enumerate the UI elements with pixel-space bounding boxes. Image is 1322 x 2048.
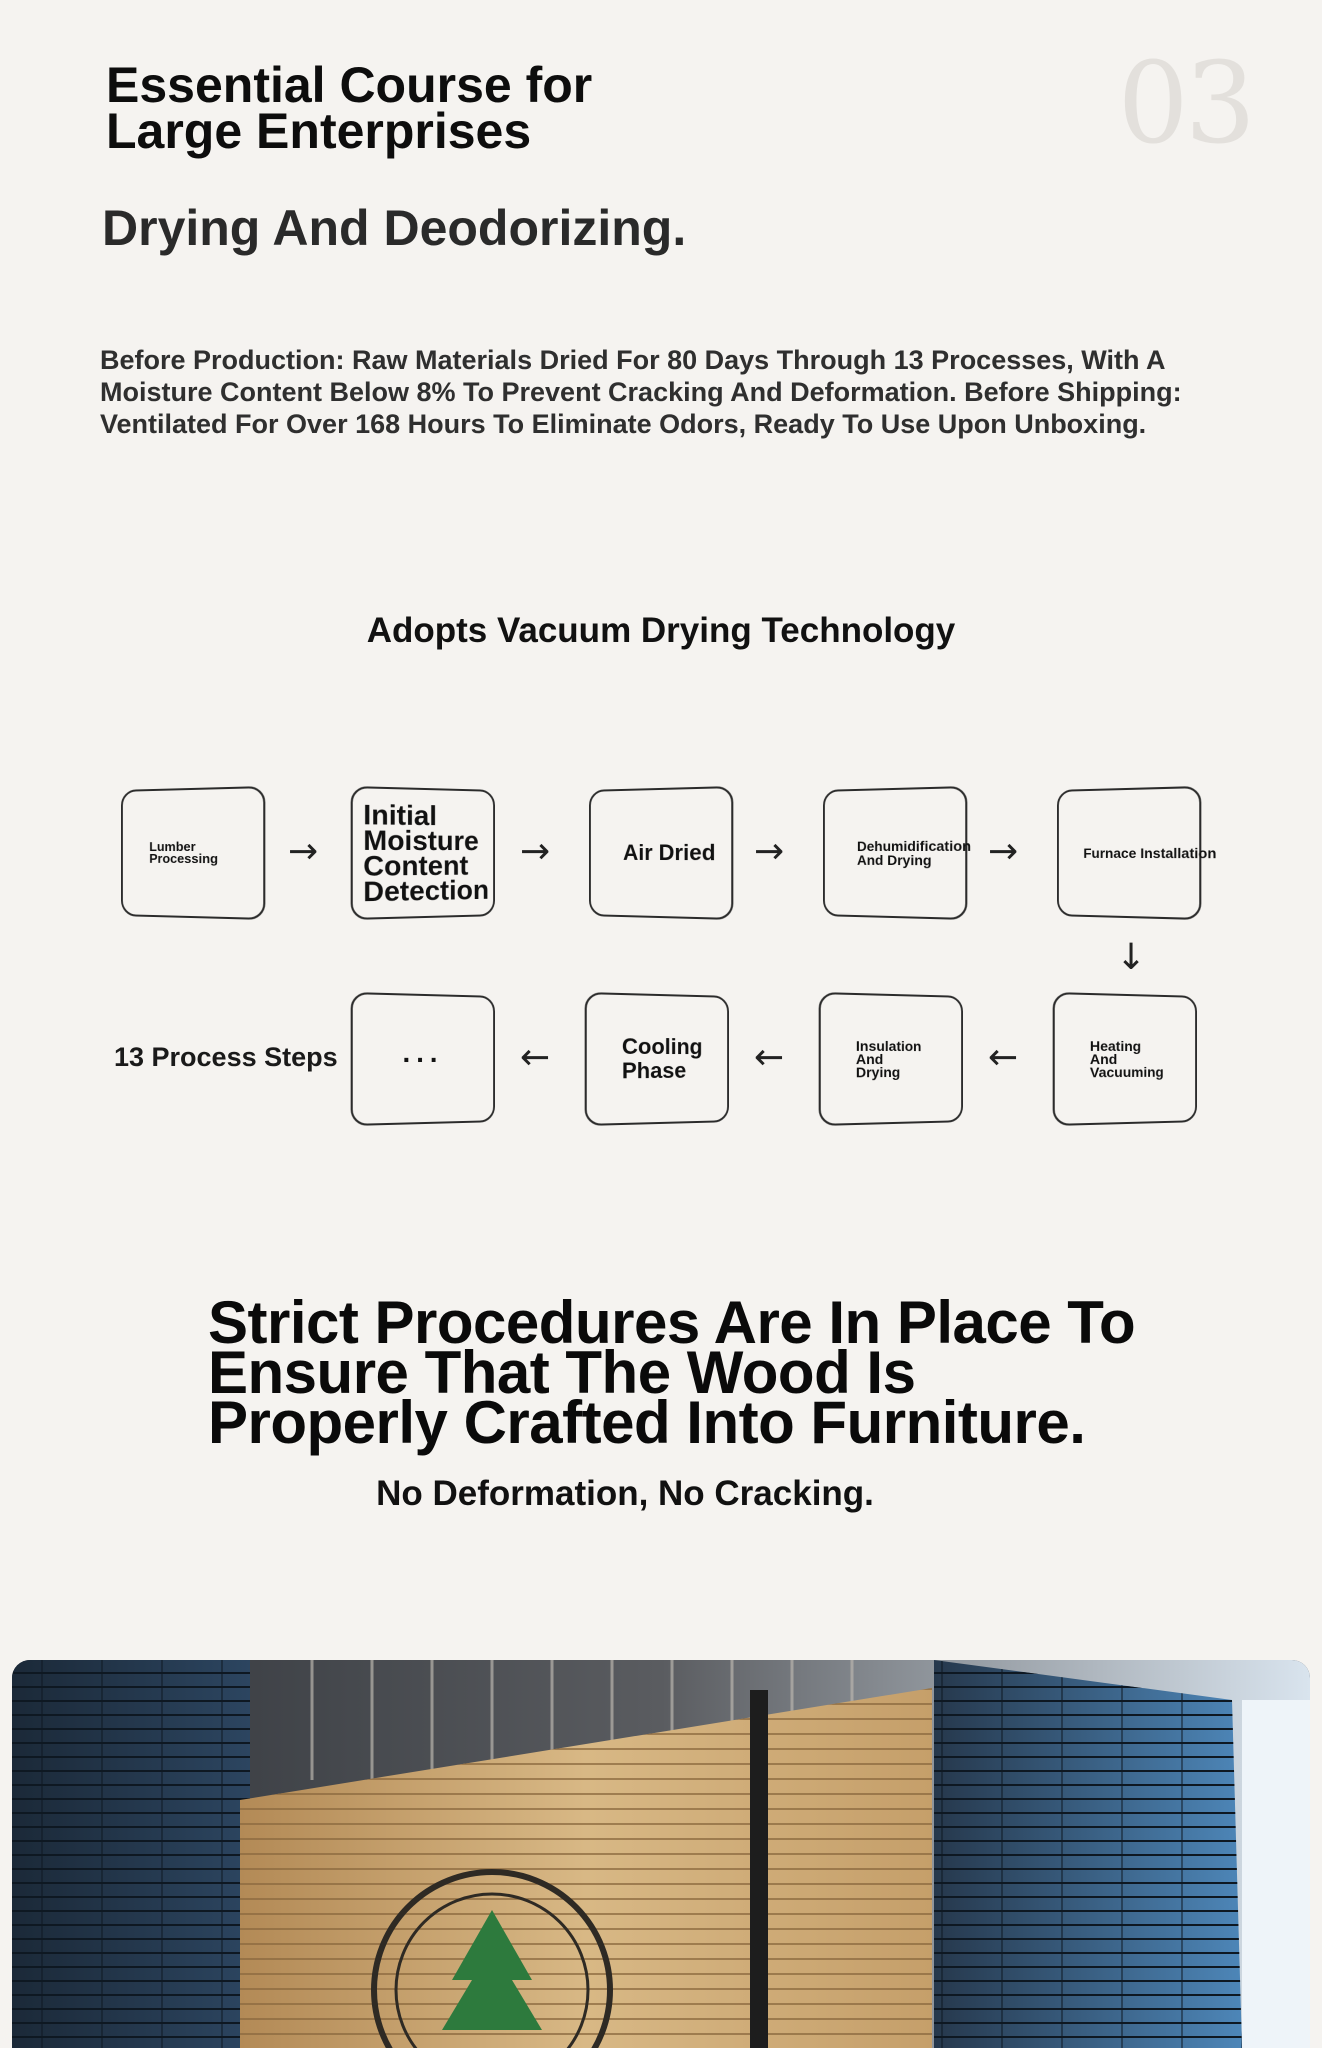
- arrow-left-icon: ←: [520, 1037, 551, 1078]
- arrow-right-icon: →: [288, 831, 319, 872]
- arrow-left-icon: ←: [988, 1037, 1019, 1078]
- step-label: Heating And Vacuuming: [1089, 1037, 1164, 1080]
- step-air-dried: [589, 786, 733, 920]
- arrow-down-icon: ↓: [1116, 937, 1147, 978]
- strict-procedures-headline: [208, 1289, 1168, 1456]
- step-label: Furnace Installation: [1083, 844, 1217, 862]
- lumber-stack-photo: [12, 1660, 1310, 2048]
- step-furnace-installation: [1057, 786, 1217, 920]
- step-label: Insulation And Drying: [855, 1037, 922, 1080]
- step-label: Cooling Phase: [621, 1033, 703, 1084]
- headline-line-1: Strict Procedures Are In Place To: [208, 1289, 1136, 1356]
- step-dehumidification-drying: [823, 786, 972, 920]
- arrow-right-icon: →: [988, 831, 1019, 872]
- headline-line-2: Ensure That The Wood Is: [208, 1339, 916, 1406]
- step-label: Lumber Processing: [149, 838, 219, 867]
- intro-paragraph: Before Production: Raw Materials Dried For 80 Days Through 13 Processes, With A Moisture Content Below 8% To Prevent Cracking And Deformation. Before Shipping: Ventilated For Over 168 Hours To Eliminate Odors, Ready To Use Upon Unboxing.: [100, 345, 1182, 439]
- process-steps-count: 13 Process Steps: [114, 1042, 338, 1072]
- lumber-stack-illustration: [12, 1660, 1310, 2048]
- step-label: Initial Moisture Content Detection: [363, 798, 490, 908]
- tagline: No Deformation, No Cracking.: [376, 1474, 874, 1513]
- step-insulation-drying: [819, 992, 963, 1126]
- step-cooling-phase: [585, 992, 729, 1126]
- process-heading: Adopts Vacuum Drying Technology: [366, 611, 956, 650]
- step-lumber-processing: [121, 786, 265, 920]
- title-line-2: Large Enterprises: [106, 103, 532, 159]
- arrow-right-icon: →: [754, 831, 785, 872]
- headline-line-3: Properly Crafted Into Furniture.: [208, 1389, 1086, 1456]
- step-label: ...: [402, 1036, 444, 1068]
- section-subtitle: Drying And Deodorizing.: [102, 200, 687, 256]
- step-more: [351, 992, 495, 1126]
- arrow-right-icon: →: [520, 831, 551, 872]
- section-number: 03: [1117, 39, 1252, 169]
- page-title: [106, 57, 746, 159]
- arrow-left-icon: ←: [754, 1037, 785, 1078]
- title-line-1: Essential Course for: [106, 57, 593, 113]
- step-label: Air Dried: [623, 839, 716, 866]
- step-initial-moisture-detection: [351, 786, 495, 920]
- step-heating-vacuuming: [1053, 992, 1197, 1126]
- step-label: Dehumidification And Drying: [857, 837, 972, 869]
